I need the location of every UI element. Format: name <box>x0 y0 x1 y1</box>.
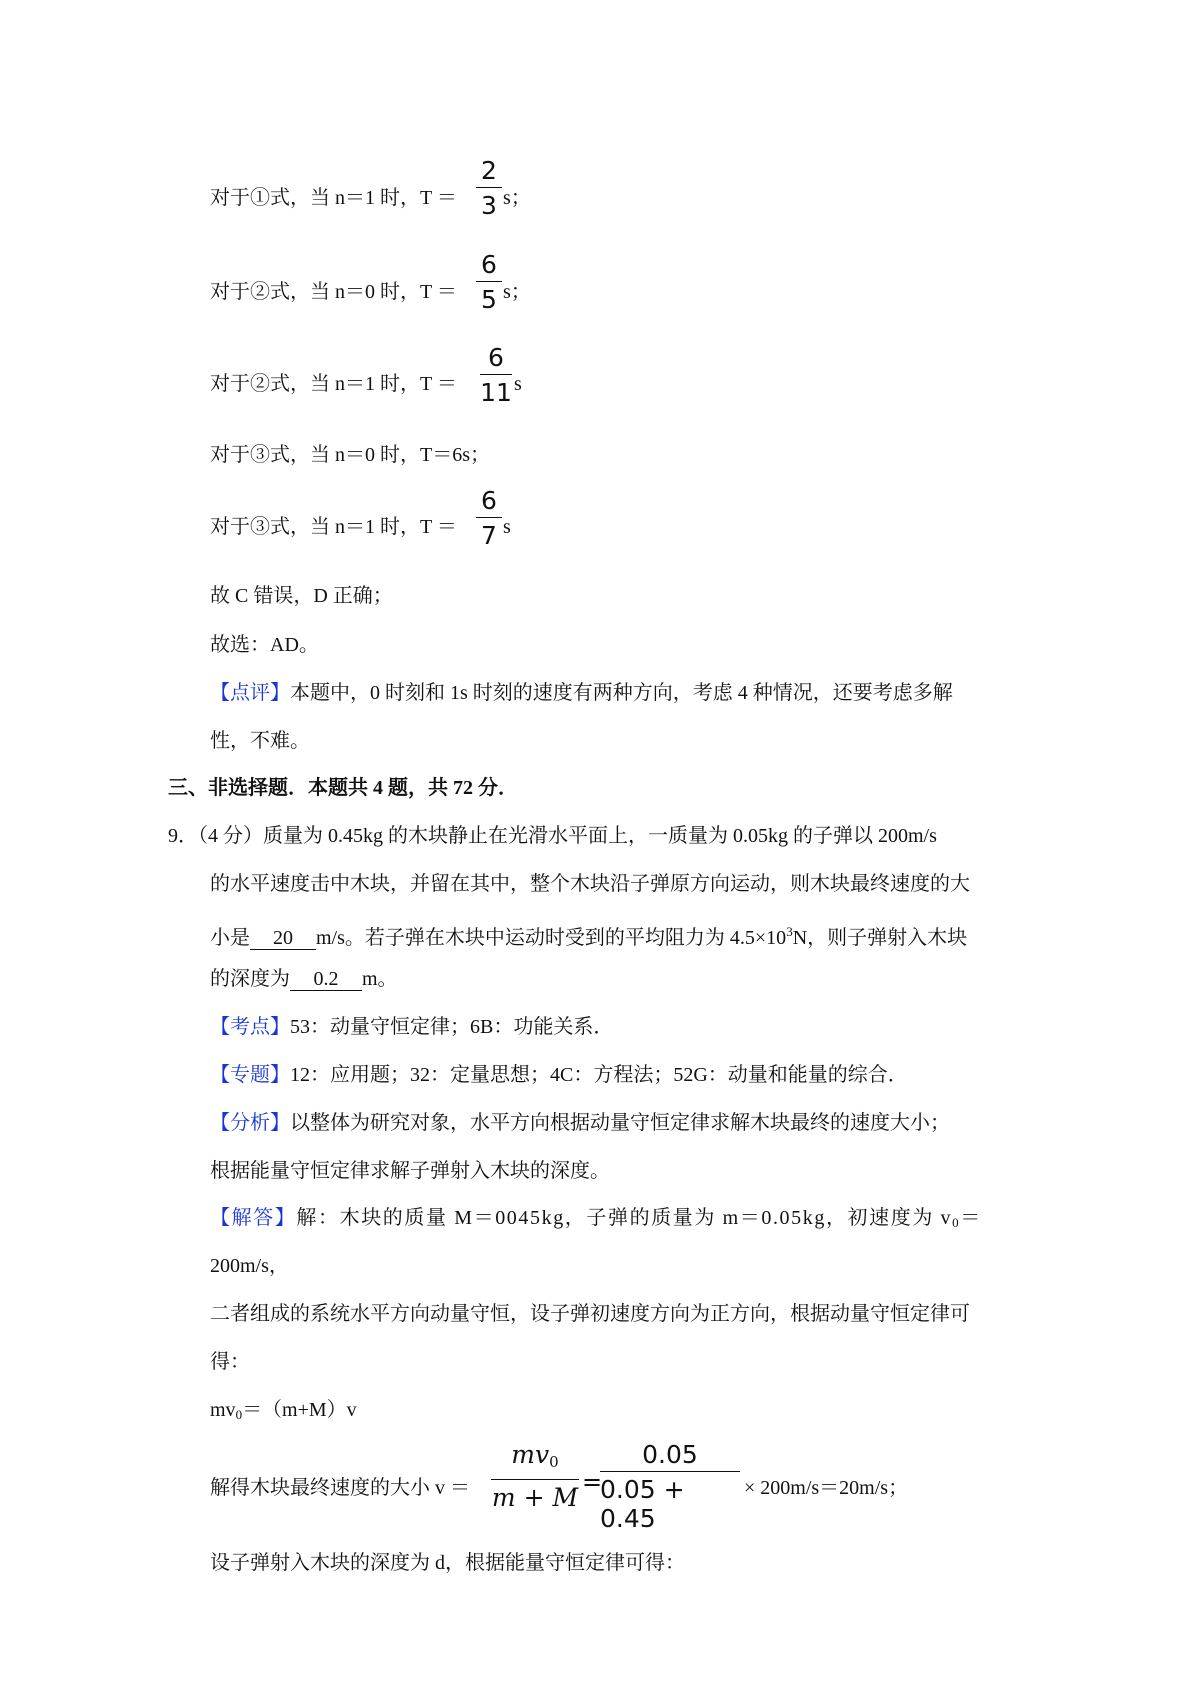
jieda-line-3: 二者组成的系统水平方向动量守恒，设子弹初速度方向为正方向，根据动量守恒定律可 <box>210 1303 970 1325</box>
case-line-5: 对于③式，当 n＝1 时，T ＝ <box>210 516 457 538</box>
depth-line: 设子弹射入木块的深度为 d，根据能量守恒定律可得： <box>210 1552 685 1574</box>
momentum-equation: $mv_0=(m+M)v$ <box>210 1399 357 1422</box>
fenxi-line-1: 【分析】以整体为研究对象，水平方向根据动量守恒定律求解木块最终的速度大小； <box>210 1112 950 1134</box>
case-line-3: 对于②式，当 n＝1 时，T ＝ <box>210 373 457 395</box>
comment-line-2: 性，不难。 <box>210 730 310 752</box>
fraction-numerator: 2 <box>481 156 497 185</box>
fraction-bar <box>476 187 502 188</box>
solve-line-suffix: × 200m/s＝20m/s； <box>744 1477 909 1499</box>
jieda-line-1: 【解答】解：木块的质量 M＝0045kg，子弹的质量为 m＝0.05kg，初速度为 $v_0=$ <box>210 1207 982 1230</box>
zhuanti-line: 【专题】12：应用题；32：定量思想；4C：方程法；52G：动量和能量的综合． <box>210 1064 908 1086</box>
fraction-case-1 <box>476 156 502 220</box>
fraction-case-2: 6 5 <box>476 250 502 314</box>
case-suffix-1: s； <box>503 187 531 209</box>
case-suffix-5: s <box>503 516 511 538</box>
answer-blank-depth: 0.2 <box>290 968 362 991</box>
question-9-line-3: 小是 20 m/s。若子弹在木块中运动时受到的平均阻力为 $4.5\times 10^3N$，则子弹射入木块 <box>210 924 968 949</box>
fraction-case-5: 6 7 <box>476 486 502 550</box>
answer-blank-speed: 20 <box>250 927 316 950</box>
fraction-mv0: $mv_0$ m + M <box>491 1440 579 1512</box>
question-9-line-4: 的深度为 0.2 m。 <box>210 968 398 990</box>
case-suffix-2: s； <box>503 281 531 303</box>
conclusion-line: 故 C 错误，D 正确； <box>210 585 393 607</box>
jieda-line-2: 200m/s， <box>210 1255 289 1277</box>
section-heading: 三、非选择题．本题共 4 题，共 72 分． <box>168 777 518 799</box>
case-line-2: 对于②式，当 n＝0 时，T ＝ <box>210 281 457 303</box>
case-line-1: 对于①式，当 n＝1 时，T ＝ <box>210 187 457 209</box>
kaodian-line: 【考点】53：动量守恒定律；6B：功能关系． <box>210 1016 614 1038</box>
comment-line-1: 【点评】本题中，0 时刻和 1s 时刻的速度有两种方向，考虑 4 种情况，还要考虑多解 <box>210 682 953 704</box>
question-9-line-1: 9．（4 分）质量为 0.45kg 的木块静止在光滑水平面上，一质量为 0.05kg 的子弹以 200m/s <box>168 825 937 847</box>
fraction-case-3: 6 11 <box>480 343 512 407</box>
fenxi-line-2: 根据能量守恒定律求解子弹射入木块的深度。 <box>210 1160 610 1182</box>
equals-sign: = <box>582 1468 603 1496</box>
fraction-values: 0.05 0.05 + 0.45 <box>600 1440 740 1533</box>
solve-line-prefix: 解得木块最终速度的大小 v ＝ <box>210 1477 470 1499</box>
jieda-line-4: 得： <box>210 1351 250 1373</box>
comment-label: 【点评】 <box>210 682 290 704</box>
fraction-denominator: 3 <box>481 191 497 220</box>
question-9-line-2: 的水平速度击中木块，并留在其中，整个木块沿子弹原方向运动，则木块最终速度的大 <box>210 873 970 895</box>
answer-line: 故选：AD。 <box>210 634 319 656</box>
case-suffix-3: s <box>514 373 522 395</box>
case-line-4: 对于③式，当 n＝0 时，T＝6s； <box>210 444 490 466</box>
